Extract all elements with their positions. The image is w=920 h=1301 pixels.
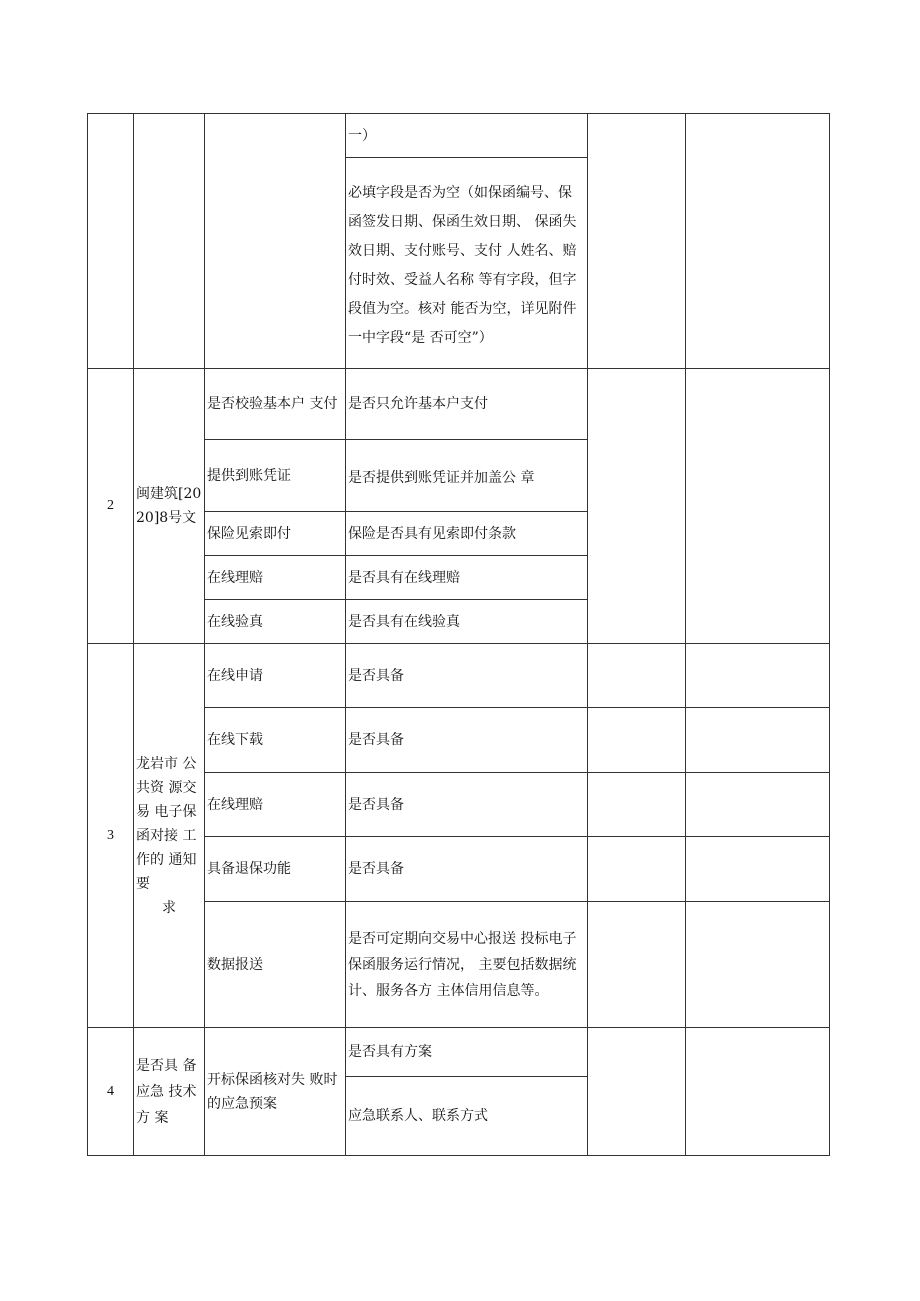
requirement-cell: 是否提供到账凭证并加盖公 章 [346, 440, 588, 512]
basis-text-tail: 求 [162, 899, 176, 916]
remark-cell [686, 114, 830, 369]
table-row [88, 1028, 830, 1077]
item-cell: 在线验真 [205, 600, 346, 644]
basis-cell [134, 114, 205, 369]
basis-cell: 是否具 备应急 技术方 案 [134, 1028, 205, 1156]
item-cell: 在线理赔 [205, 773, 346, 837]
row-number [88, 114, 134, 369]
item-cell: 是否校验基本户 支付 [205, 369, 346, 440]
requirement-cell: 是否具备 [346, 708, 588, 773]
remark-cell [686, 708, 830, 773]
requirement-cell: 是否具备 [346, 837, 588, 902]
requirement-cell: 应急联系人、联系方式 [346, 1077, 588, 1156]
remark-cell [686, 902, 830, 1028]
requirement-cell: 是否具备 [346, 773, 588, 837]
item-cell: 在线下载 [205, 708, 346, 773]
item-cell: 在线理赔 [205, 556, 346, 600]
result-cell [588, 902, 686, 1028]
result-cell [588, 369, 686, 644]
requirement-cell: 是否可定期向交易中心报送 投标电子保函服务运行情况， 主要包括数据统计、服务各方 主体信用信息等。 [346, 902, 588, 1028]
result-cell [588, 773, 686, 837]
item-cell: 保险见索即付 [205, 512, 346, 556]
remark-cell [686, 1028, 830, 1156]
result-cell [588, 1028, 686, 1156]
requirement-cell: 是否具备 [346, 644, 588, 708]
requirement-cell: 必填字段是否为空（如保函编号、保函签发日期、保函生效日期、 保函失效日期、支付账号、支付 人姓名、赔付时效、受益人名称 等有字段，但字段值为空。核对 能否为空，详见附件一中字段“是 否可空”） [346, 158, 588, 369]
table-row [88, 369, 830, 440]
basis-text: 龙岩市 公共资 源交易 电子保函对接 工作的 通知要 [136, 755, 197, 892]
table-row [88, 644, 830, 708]
requirement-cell: 是否只允许基本户支付 [346, 369, 588, 440]
result-cell [588, 114, 686, 369]
row-number: 4 [88, 1028, 134, 1156]
item-cell: 开标保函核对失 败时的应急预案 [205, 1028, 346, 1156]
item-cell: 数据报送 [205, 902, 346, 1028]
item-cell: 在线申请 [205, 644, 346, 708]
basis-cell: 闽建筑[2020]8号文 [134, 369, 205, 644]
row-number: 3 [88, 644, 134, 1028]
row-number: 2 [88, 369, 134, 644]
item-cell: 具备退保功能 [205, 837, 346, 902]
requirement-cell: 保险是否具有见索即付条款 [346, 512, 588, 556]
review-table [87, 113, 830, 1156]
remark-cell [686, 837, 830, 902]
requirement-cell: 是否具有在线理赔 [346, 556, 588, 600]
result-cell [588, 644, 686, 708]
item-cell: 提供到账凭证 [205, 440, 346, 512]
basis-cell [134, 644, 205, 1028]
requirement-cell: 一） [346, 114, 588, 158]
result-cell [588, 708, 686, 773]
remark-cell [686, 773, 830, 837]
remark-cell [686, 369, 830, 644]
item-cell [205, 114, 346, 369]
table-row [88, 114, 830, 158]
requirement-cell: 是否具有在线验真 [346, 600, 588, 644]
requirement-cell: 是否具有方案 [346, 1028, 588, 1077]
remark-cell [686, 644, 830, 708]
result-cell [588, 837, 686, 902]
